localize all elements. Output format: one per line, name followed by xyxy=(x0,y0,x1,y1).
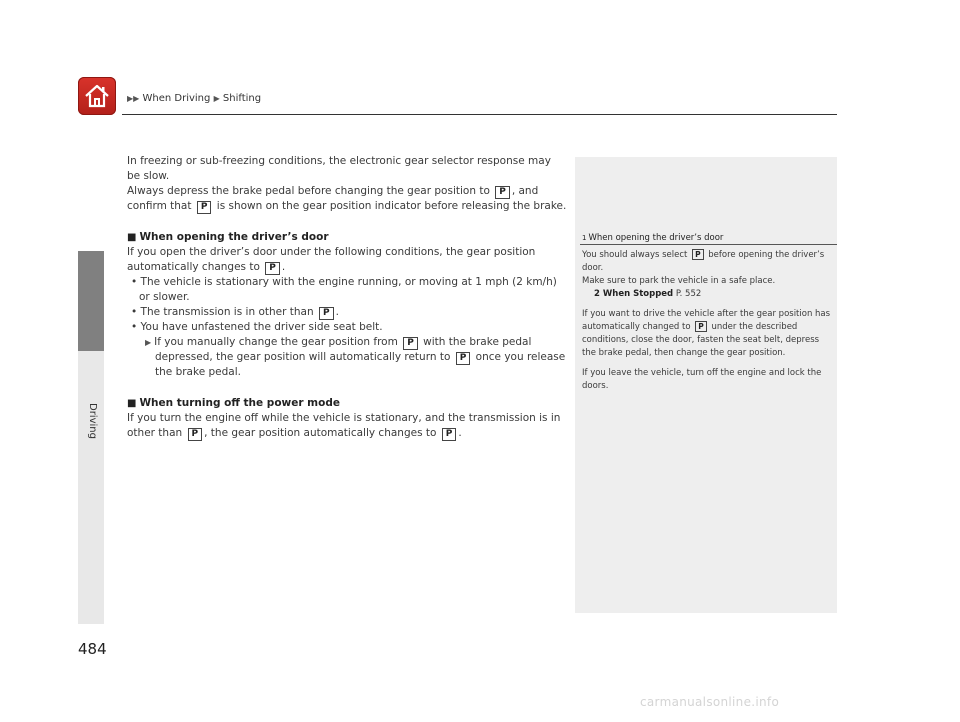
gear-p-key: P xyxy=(456,352,471,365)
gear-p-key: P xyxy=(692,249,704,260)
section-heading-power-mode: ■ When turning off the power mode xyxy=(127,397,340,409)
section2-text xyxy=(127,411,567,441)
section-title: When turning off the power mode xyxy=(139,397,340,409)
gear-p-key: P xyxy=(442,428,457,441)
gear-p-key: P xyxy=(695,321,707,332)
intro-paragraph-2 xyxy=(127,184,567,214)
section2-text-a: If you turn the engine off while the vehicle is stationary, and the transmission is in other than xyxy=(127,412,561,439)
gear-p-key: P xyxy=(188,428,203,441)
section-heading-drivers-door: ■ When opening the driver’s door xyxy=(127,231,329,243)
bullet-text: The vehicle is stationary with the engine running, or moving at 1 mph (2 km/h) or slower. xyxy=(139,276,557,303)
section2-text-c: . xyxy=(458,427,462,439)
note-title-text: When opening the driver’s door xyxy=(588,233,724,243)
side-tab-strip xyxy=(78,351,104,624)
bullet-text: The transmission is in other than xyxy=(140,306,317,318)
triangle-right-icon: ▶▶ xyxy=(127,94,140,103)
ref-title: When Stopped xyxy=(602,289,674,299)
bullet-text: . xyxy=(335,306,339,318)
note-text-b: with the brake pedal depressed, the gear position will automatically return to xyxy=(155,336,532,363)
main-content xyxy=(127,154,567,441)
breadcrumb-when-driving[interactable]: When Driving xyxy=(142,93,211,104)
note-text: before opening the driver’s door. xyxy=(582,250,825,273)
intro-paragraph xyxy=(127,154,567,184)
sidebar-note-title xyxy=(582,233,723,243)
home-button[interactable] xyxy=(78,77,116,115)
section2-text-b: , the gear position automatically changes to xyxy=(204,427,440,439)
sidebar-note-body xyxy=(582,249,832,393)
gear-p-key: P xyxy=(265,262,280,275)
page-number: 484 xyxy=(78,640,107,658)
watermark: carmanualsonline.info xyxy=(640,695,780,709)
header-divider xyxy=(122,114,837,115)
lead-text-a: If you open the driver’s door under the following conditions, the gear position automatically changes to xyxy=(127,246,536,273)
lead-text-b: . xyxy=(281,261,286,273)
intro-text-2a: Always depress the brake pedal before changing the gear position to xyxy=(127,185,494,197)
bullet-text: You have unfastened the driver side seat belt. xyxy=(140,321,383,333)
note-paragraph xyxy=(127,335,567,380)
triangle-right-icon: ▶ xyxy=(145,338,152,347)
list-item: • You have unfastened the driver side seat belt. xyxy=(131,321,383,333)
note-text-a: If you manually change the gear position from xyxy=(154,336,402,348)
list-item: • The transmission is in other than P . xyxy=(131,306,339,318)
note-number: 1 xyxy=(582,234,587,242)
section1-lead xyxy=(127,245,567,275)
intro-text-2b: , and confirm that xyxy=(127,185,539,212)
section-title: When opening the driver’s door xyxy=(139,231,329,243)
gear-p-key: P xyxy=(403,337,418,350)
intro-text-1: In freezing or sub-freezing conditions, the electronic gear selector response may be slow. xyxy=(127,155,551,182)
intro-text-2c: is shown on the gear position indicator before releasing the brake. xyxy=(213,200,567,212)
note-text: You should always select xyxy=(582,250,691,260)
sidebar-note-divider xyxy=(580,244,837,245)
note-paragraph xyxy=(582,249,832,275)
ref-number: 2 xyxy=(594,289,600,299)
gear-p-key: P xyxy=(197,201,212,214)
list-item: • The vehicle is stationary with the engine running, or moving at 1 mph (2 km/h) or slower. xyxy=(131,276,557,303)
note-text-c: once you release the brake pedal. xyxy=(155,351,566,378)
note-paragraph: Make sure to park the vehicle in a safe place. xyxy=(582,276,776,286)
side-tab-label: Driving xyxy=(87,403,98,439)
cross-reference-link[interactable] xyxy=(582,288,832,301)
gear-p-key: P xyxy=(319,307,334,320)
note-paragraph: If you leave the vehicle, turn off the engine and lock the doors. xyxy=(582,368,822,391)
note-paragraph xyxy=(582,308,832,360)
note-text: under the described conditions, close the door, fasten the seat belt, depress the brake pedal, then change the gear position. xyxy=(582,322,820,358)
triangle-right-icon: ▶ xyxy=(213,94,220,103)
side-tab-marker xyxy=(78,251,104,351)
breadcrumb-shifting[interactable]: Shifting xyxy=(222,93,262,104)
ref-page: P. 552 xyxy=(675,289,702,299)
note-text: If you want to drive the vehicle after the gear position has automatically changed to xyxy=(582,309,831,332)
gear-p-key: P xyxy=(495,186,510,199)
home-icon xyxy=(83,82,111,110)
breadcrumb xyxy=(127,93,261,104)
